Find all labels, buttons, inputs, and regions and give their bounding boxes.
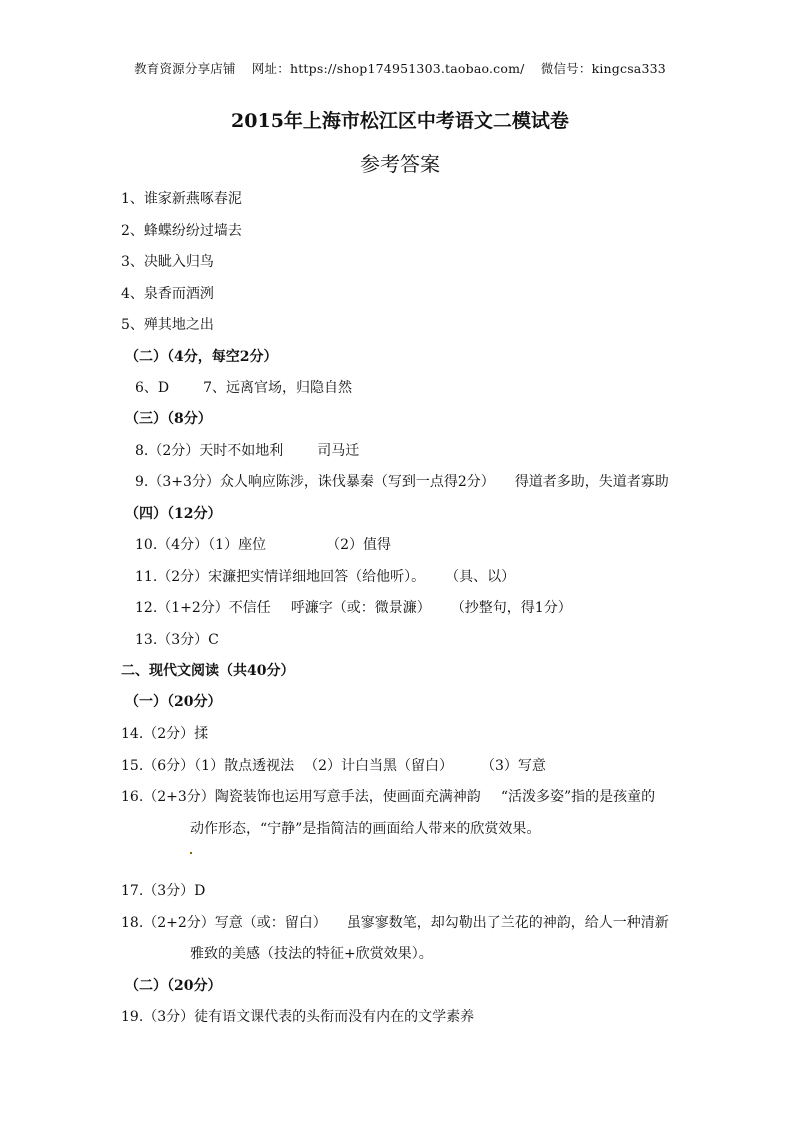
header-wechat: 微信号：kingcsa333 bbox=[540, 61, 666, 76]
answer-9 bbox=[135, 471, 669, 491]
answer-15-part-a: 15.（6分）（1）散点透视法 bbox=[121, 758, 295, 774]
answer-17: 17.（3分）D bbox=[121, 883, 206, 899]
answer-15-part-b: （2）计白当黑（留白） bbox=[304, 758, 454, 774]
answer-7: 7、远离官场，归隐自然 bbox=[203, 380, 353, 396]
answer-8-part-b: 司马迁 bbox=[317, 443, 360, 459]
answer-15 bbox=[121, 755, 546, 775]
document-subtitle: 参考答案 bbox=[360, 152, 440, 176]
answer-18-part-b: 虽寥寥数笔，却勾勒出了兰花的神韵，给人一种清新 bbox=[346, 915, 669, 931]
stray-mark bbox=[190, 852, 192, 854]
header-site: 网址：https://shop174951303.taobao.com/ bbox=[251, 61, 525, 76]
answer-8-part-a: 8.（2分）天时不如地利 bbox=[135, 443, 284, 459]
answer-6-7 bbox=[135, 377, 352, 397]
answer-11-part-b: （具、以） bbox=[445, 569, 516, 585]
answer-9-part-b: 得道者多助，失道者寡助 bbox=[514, 474, 669, 490]
answer-15-part-c: （3）写意 bbox=[481, 758, 546, 774]
answer-16-part-a: 16.（2+3分）陶瓷装饰也运用写意手法，使画面充满神韵 bbox=[121, 789, 481, 805]
answer-18 bbox=[121, 912, 669, 932]
answer-3: 3、决眦入归鸟 bbox=[121, 254, 214, 270]
subsection-heading-1: （一）（20分） bbox=[125, 694, 222, 710]
section-heading-4: （四）（12分） bbox=[125, 506, 222, 522]
subsection-heading-2: （二）（20分） bbox=[125, 978, 222, 994]
answer-14: 14.（2分）揉 bbox=[121, 726, 209, 742]
answer-11 bbox=[135, 566, 515, 586]
answer-12-part-b: 呼濂字（或：微景濂） bbox=[290, 600, 431, 616]
answer-8 bbox=[135, 440, 359, 460]
section-heading-3: （三）（8分） bbox=[125, 411, 212, 427]
answer-18-continued: 雅致的美感（技法的特征+欣赏效果）。 bbox=[190, 946, 433, 962]
answer-9-part-a: 9.（3+3分）众人响应陈涉，诛伐暴秦（写到一点得2分） bbox=[135, 474, 495, 490]
section-heading-modern-reading: 二、现代文阅读（共40分） bbox=[121, 663, 295, 679]
header-shop: 教育资源分享店铺 bbox=[134, 61, 236, 76]
section-heading-2: （二）（4分，每空2分） bbox=[125, 349, 278, 365]
answer-1: 1、谁家新燕啄春泥 bbox=[121, 191, 242, 207]
document-title: 2015年上海市松江区中考语文二模试卷 bbox=[231, 110, 569, 132]
answer-16 bbox=[121, 786, 655, 806]
answer-2: 2、蜂蝶纷纷过墙去 bbox=[121, 223, 242, 239]
answer-13: 13.（3分）C bbox=[135, 632, 219, 648]
answer-12-part-c: （抄整句，得1分） bbox=[450, 600, 572, 616]
answer-16-part-b: “活泼多姿”指的是孩童的 bbox=[500, 789, 656, 805]
answer-6: 6、D bbox=[135, 380, 170, 396]
answer-10 bbox=[135, 534, 391, 554]
answer-19: 19.（3分）徒有语文课代表的头衔而没有内在的文学素养 bbox=[121, 1009, 475, 1025]
answer-10-part-b: （2）值得 bbox=[326, 537, 392, 553]
answer-4: 4、泉香而酒洌 bbox=[121, 286, 214, 302]
answer-18-part-a: 18.（2+2分）写意（或：留白） bbox=[121, 915, 327, 931]
page-header bbox=[0, 59, 800, 77]
answer-11-part-a: 11.（2分）宋濂把实情详细地回答（给他听）。 bbox=[135, 569, 426, 585]
answer-12 bbox=[135, 597, 572, 617]
answer-5: 5、殚其地之出 bbox=[121, 317, 214, 333]
answer-16-continued: 动作形态，“宁静”是指简洁的画面给人带来的欣赏效果。 bbox=[190, 821, 541, 837]
answer-10-part-a: 10.（4分）（1）座位 bbox=[135, 537, 267, 553]
answer-12-part-a: 12.（1+2分）不信任 bbox=[135, 600, 271, 616]
